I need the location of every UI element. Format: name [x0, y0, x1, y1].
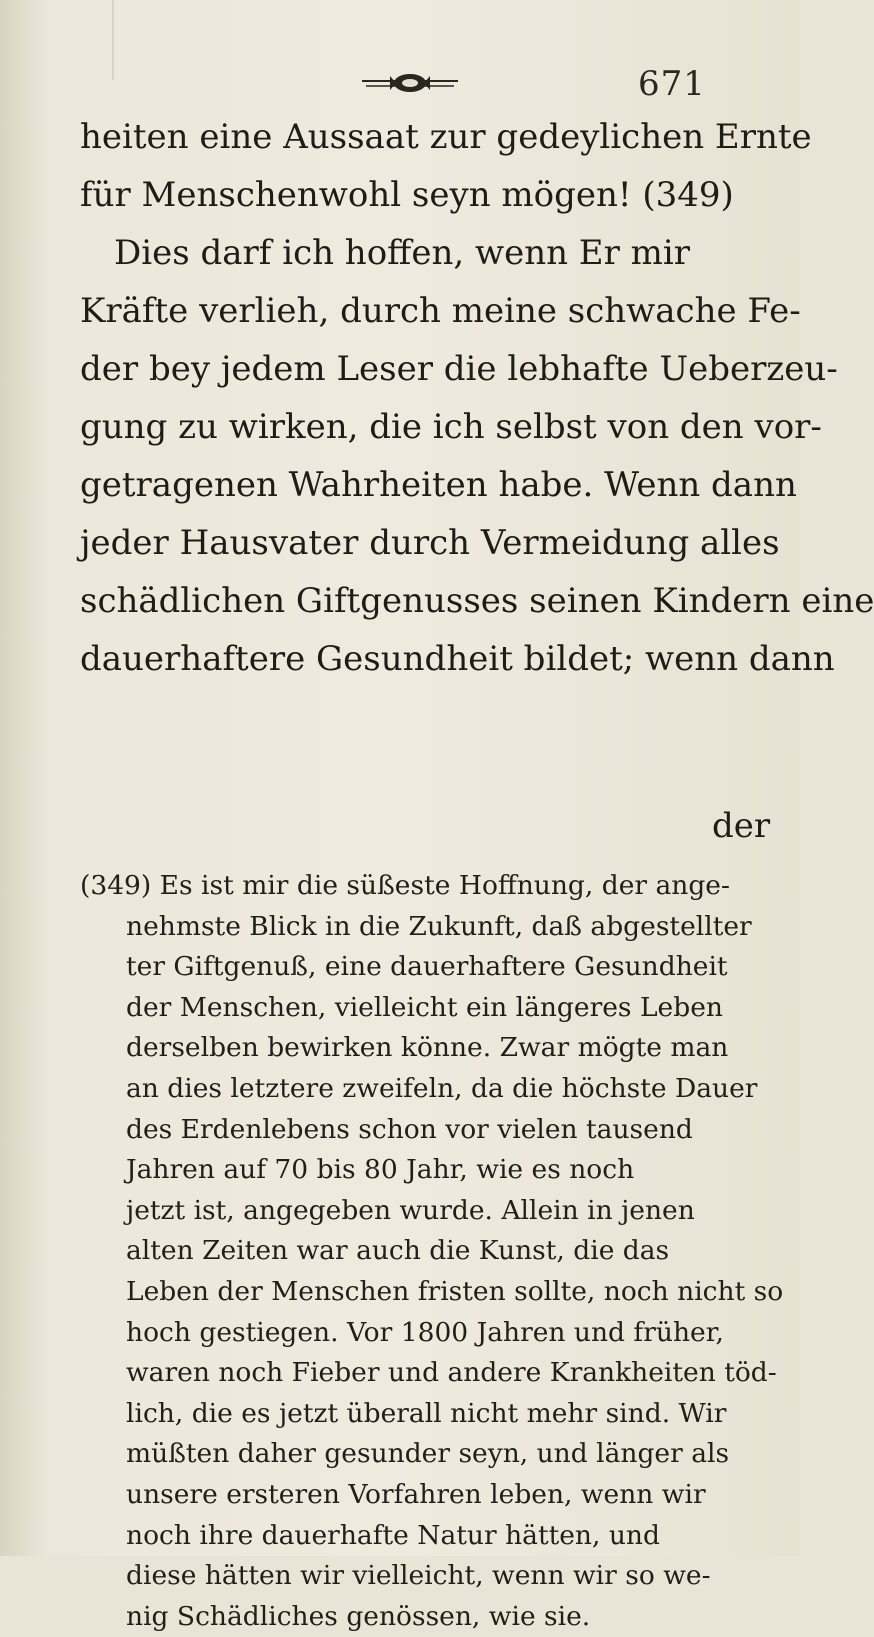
footnote-line: noch ihre dauerhafte Natur hätten, und — [126, 1519, 660, 1551]
catchword: der — [712, 806, 771, 846]
footnote-line: waren noch Fieber und andere Krankheiten töd- — [126, 1357, 777, 1389]
footnote-line: des Erdenlebens schon vor vielen tausend — [126, 1113, 693, 1145]
paper-crease — [112, 0, 114, 80]
footnote-line: derselben bewirken könne. Zwar mögte man — [126, 1032, 729, 1064]
text-line: gung zu wirken, die ich selbst von den vor- — [80, 407, 822, 447]
footnote-line: an dies letztere zweifeln, da die höchste Dauer — [126, 1072, 758, 1104]
footnote-line: ter Giftgenuß, eine dauerhaftere Gesundheit — [126, 951, 728, 983]
footnote-line: der Menschen, vielleicht ein längeres Leben — [126, 991, 723, 1023]
footnote-line: hoch gestiegen. Vor 1800 Jahren und früher, — [126, 1316, 724, 1348]
footnote-line: alten Zeiten war auch die Kunst, die das — [126, 1235, 670, 1267]
footnote-line: nig Schädliches genössen, wie sie. — [126, 1600, 591, 1632]
text-line: Dies darf ich hoffen, wenn Er mir — [114, 233, 691, 273]
footnote-line: unsere ersteren Vorfahren leben, wenn wir — [126, 1478, 706, 1510]
footnote-line: Leben der Menschen fristen sollte, noch nicht so — [126, 1275, 784, 1307]
text-line: Kräfte verlieh, durch meine schwache Fe- — [80, 291, 801, 331]
text-line: für Menschenwohl seyn mögen! (349) — [80, 175, 734, 215]
footnote-line: (349) Es ist mir die süßeste Hoffnung, der ange- — [80, 870, 730, 901]
text-line: heiten eine Aussaat zur gedeylichen Ernte — [80, 117, 812, 157]
text-line: getragenen Wahrheiten habe. Wenn dann — [80, 465, 797, 505]
text-line: der bey jedem Leser die lebhafte Ueberzeu- — [80, 349, 838, 389]
footnote-line: diese hätten wir vielleicht, wenn wir so we- — [126, 1560, 711, 1592]
page-number: 671 — [638, 64, 706, 104]
text-line: schädlichen Giftgenusses seinen Kindern eine — [80, 581, 874, 621]
header-ornament — [360, 70, 460, 96]
footnote-line: lich, die es jetzt überall nicht mehr sind. Wir — [126, 1397, 727, 1429]
text-line: dauerhaftere Gesundheit bildet; wenn dann — [80, 639, 835, 679]
main-text-block — [80, 108, 874, 688]
text-line: jeder Hausvater durch Vermeidung alles — [80, 523, 780, 563]
footnote-line: jetzt ist, angegeben wurde. Allein in jenen — [126, 1194, 695, 1226]
footnote-line: nehmste Blick in die Zukunft, daß abgestellter — [126, 910, 752, 942]
footnote-line: müßten daher gesunder seyn, und länger als — [126, 1438, 730, 1470]
footnote-line: Jahren auf 70 bis 80 Jahr, wie es noch — [126, 1154, 635, 1186]
footnote-block — [80, 866, 784, 1637]
